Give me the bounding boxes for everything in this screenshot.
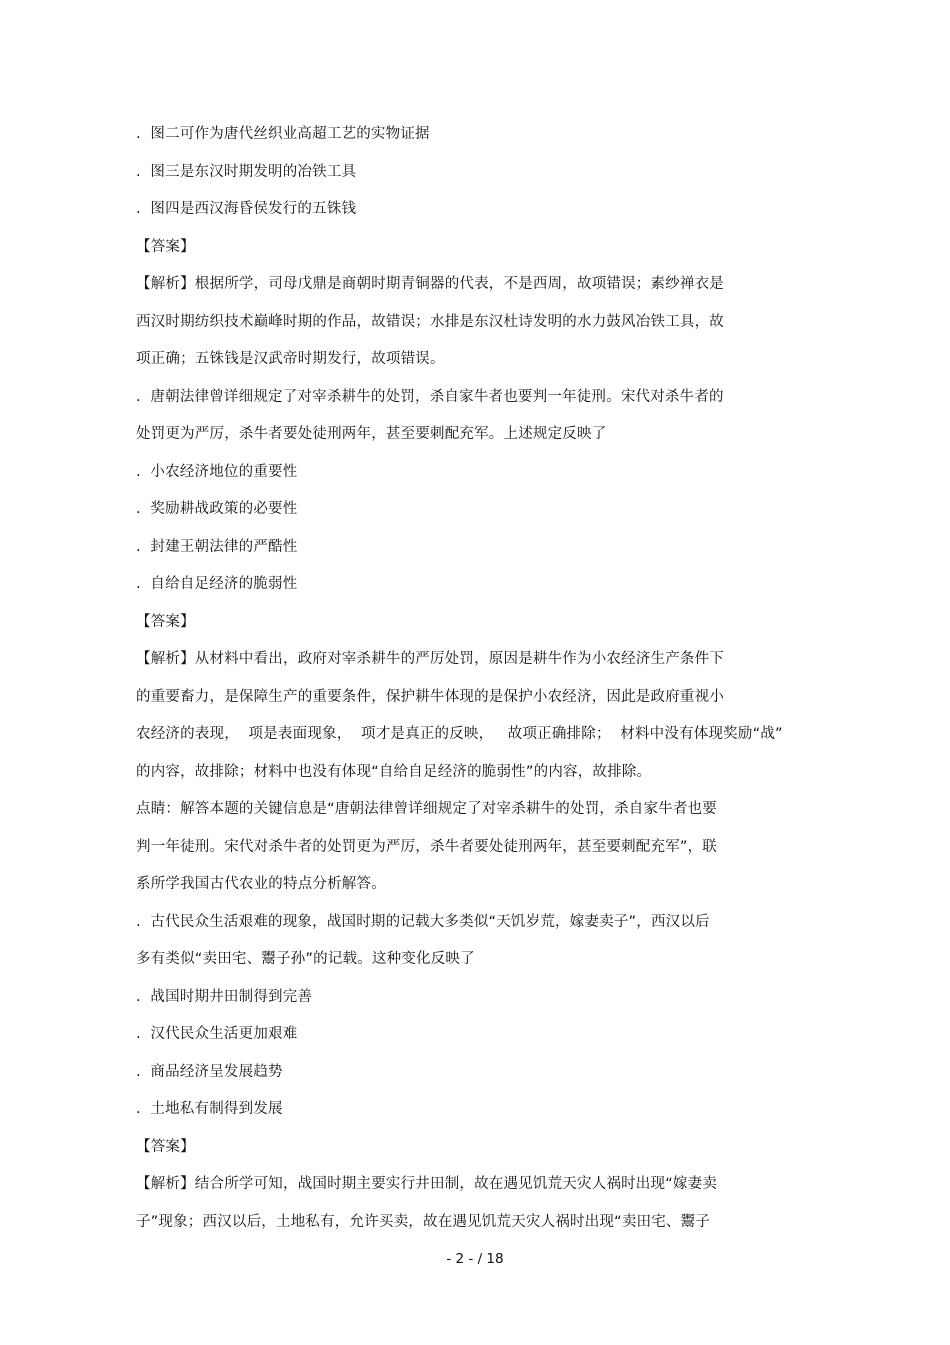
text-line: . 图四是西汉海昏侯发行的五铢钱	[136, 201, 357, 217]
analysis-line: 的重要畜力，是保障生产的重要条件，保护耕牛体现的是保护小农经济，因此是政府重视小	[136, 689, 724, 705]
analysis-line: 农经济的表现， 项是表面现象， 项才是真正的反映， 故项正确排除； 材料中没有体现奖励“战”	[136, 726, 783, 742]
text-line: . 图三是东汉时期发明的冶铁工具	[136, 164, 357, 180]
answer-heading: 【答案】	[136, 239, 195, 255]
option-line: . 战国时期井田制得到完善	[136, 989, 313, 1005]
question-line: 多有类似“卖田宅、鬻子孙”的记载。这种变化反映了	[136, 951, 475, 967]
question-line: . 古代民众生活艰难的现象，战国时期的记载大多类似“天饥岁荒，嫁妻卖子”，西汉以后	[136, 914, 710, 930]
analysis-line: 【解析】结合所学可知，战国时期主要实行井田制，故在遇见饥荒天灾人祸时出现“嫁妻卖	[136, 1176, 718, 1192]
question-line: 处罚更为严厉，杀牛者要处徒刑两年，甚至要刺配充军。上述规定反映了	[136, 426, 607, 442]
answer-heading: 【答案】	[136, 1139, 195, 1155]
analysis-line: 的内容，故排除；材料中也没有体现“自给自足经济的脆弱性”的内容，故排除。	[136, 764, 652, 780]
tip-line: 点睛：解答本题的关键信息是“唐朝法律曾详细规定了对宰杀耕牛的处罚，杀自家牛者也要	[136, 801, 718, 817]
option-line: . 汉代民众生活更加艰难	[136, 1026, 298, 1042]
analysis-line: 【解析】根据所学，司母戊鼎是商朝时期青铜器的代表，不是西周，故项错误；素纱禅衣是	[136, 276, 724, 292]
option-line: . 小农经济地位的重要性	[136, 464, 298, 480]
option-line: . 封建王朝法律的严酷性	[136, 539, 298, 555]
option-line: . 奖励耕战政策的必要性	[136, 501, 298, 517]
tip-line: 系所学我国古代农业的特点分析解答。	[136, 876, 386, 892]
analysis-line: 子”现象；西汉以后，土地私有，允许买卖，故在遇见饥荒天灾人祸时出现“卖田宅、鬻子	[136, 1214, 711, 1230]
tip-line: 判一年徒刑。宋代对杀牛者的处罚更为严厉，杀牛者要处徒刑两年，甚至要刺配充军”，联	[136, 839, 718, 855]
option-line: . 自给自足经济的脆弱性	[136, 576, 298, 592]
answer-heading: 【答案】	[136, 614, 195, 630]
analysis-line: 项正确；五铢钱是汉武帝时期发行，故项错误。	[136, 351, 445, 367]
question-line: . 唐朝法律曾详细规定了对宰杀耕牛的处罚，杀自家牛者也要判一年徒刑。宋代对杀牛者的	[136, 389, 724, 405]
option-line: . 商品经济呈发展趋势	[136, 1064, 283, 1080]
option-line: . 土地私有制得到发展	[136, 1101, 283, 1117]
analysis-line: 【解析】从材料中看出，政府对宰杀耕牛的严厉处罚，原因是耕牛作为小农经济生产条件下	[136, 651, 724, 667]
text-line: . 图二可作为唐代丝织业高超工艺的实物证据	[136, 126, 430, 142]
page-number: - 2 - / 18	[446, 1251, 504, 1267]
analysis-line: 西汉时期纺织技术巅峰时期的作品，故错误；水排是东汉杜诗发明的水力鼓风冶铁工具，故	[136, 314, 724, 330]
